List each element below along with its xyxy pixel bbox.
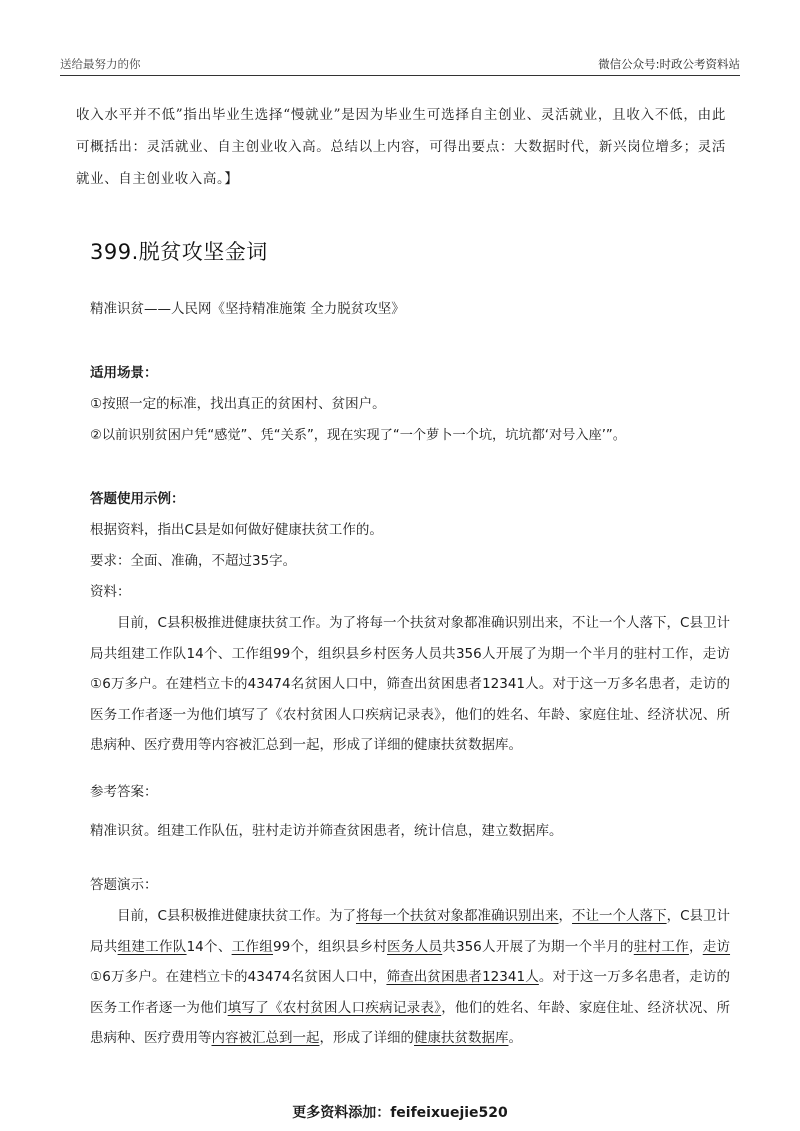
example-heading: 答题使用示例： <box>90 491 185 507</box>
answer-text: 精准识贫。组建工作队伍，驻村走访并筛查贫困患者，统计信息，建立数据库。 <box>90 823 563 839</box>
demo-paragraph <box>90 901 730 1054</box>
page-header <box>60 52 740 76</box>
underlined-keyphrase: 填写了《农村贫困人口疾病记录表》 <box>227 999 442 1016</box>
demo-text-segment: ，形成了详细的 <box>319 1030 414 1046</box>
underlined-keyphrase: 驻村工作 <box>633 938 689 955</box>
underlined-keyphrase: 医务人员 <box>387 938 443 955</box>
intro-paragraph: 收入水平并不低”指出毕业生选择“慢就业”是因为毕业生可选择自主创业、灵活就业，且收入不低，由此可概括出：灵活就业、自主创业收入高。总结以上内容，可得出要点：大数据时代，新兴岗位增多；灵活就业、自主创业收入高。】 <box>76 107 726 187</box>
example-question: 根据资料，指出C县是如何做好健康扶贫工作的。 <box>90 522 383 538</box>
demo-text-segment: ， <box>558 908 573 924</box>
underlined-keyphrase: 工作组 <box>231 938 274 955</box>
footer-contact: 更多资料添加：feifeixuejie520 <box>292 1105 508 1121</box>
underlined-keyphrase: 筛查出贫困患者12341人 <box>386 969 539 985</box>
scenario-item: ①按照一定的标准，找出真正的贫困村、贫困户。 <box>90 396 386 412</box>
underlined-keyphrase: 将每一个扶贫对象都准确识别出来 <box>355 908 559 924</box>
demo-block <box>90 870 730 1054</box>
demo-text-segment: 14个、 <box>186 938 232 955</box>
scenarios-block <box>90 358 730 451</box>
material-label: 资料： <box>90 584 131 600</box>
demo-text-segment: ①6万多户。在建档立卡的43474名贫困人口中， <box>90 969 387 985</box>
scenarios-heading: 适用场景： <box>90 365 158 381</box>
demo-text-segment: 目前，C县积极推进健康扶贫工作。为了 <box>117 908 356 924</box>
material-paragraph: 目前，C县积极推进健康扶贫工作。为了将每一个扶贫对象都准确识别出来，不让一个人落下，C县卫计局共组建工作队14个、工作组99个，组织县乡村医务人员共356人开展了为期一个半月的驻村工作，走访①6万多户。在建档立卡的43474名贫困人口中，筛查出贫困患者12341人。对于这一万多名患者，走访的医务工作者逐一为他们填写了《农村贫困人口疾病记录表》，他们的姓名、年龄、家庭住址、经济状况、所患病种、医疗费用等内容被汇总到一起，形成了详细的健康扶贫数据库。 <box>90 615 730 753</box>
underlined-keyphrase: 走访 <box>702 938 731 955</box>
demo-heading: 答题演示： <box>90 877 158 893</box>
section-title: 399.脱贫攻坚金词 <box>90 240 268 264</box>
example-block <box>90 484 730 761</box>
demo-text-segment: 99个，组织县乡村 <box>273 938 388 955</box>
demo-text-segment: 。对于这一万多名患者，走访的医务工作者逐一为他们 <box>90 969 731 1016</box>
header-slogan: 送给最努力的你 <box>60 57 141 71</box>
underlined-keyphrase: 不让一个人落下 <box>572 908 667 924</box>
answer-heading: 参考答案： <box>90 784 158 800</box>
demo-text-segment: ， <box>688 938 703 955</box>
example-requirement: 要求：全面、准确，不超过35字。 <box>90 553 297 569</box>
demo-text-segment: 。 <box>508 1030 522 1046</box>
demo-text-segment: ，C县卫计局共 <box>90 908 731 955</box>
underlined-keyphrase: 组建工作队 <box>117 938 187 955</box>
answer-block <box>90 777 730 847</box>
underlined-keyphrase: 健康扶贫数据库 <box>414 1030 509 1046</box>
underlined-keyphrase: 内容被汇总到一起 <box>211 1030 320 1046</box>
scenario-item: ②以前识别贫困户凭“感觉”、凭“关系”，现在实现了“一个萝卜一个坑，坑坑都‘对号入座’”。 <box>90 428 626 443</box>
demo-text-segment: 共356人开展了为期一个半月的 <box>442 938 634 955</box>
demo-text-segment: ，他们的姓名、年龄、家庭住址、经济状况、所患病种、医疗费用等 <box>90 999 731 1046</box>
header-wechat-account: 微信公众号:时政公考资料站 <box>598 57 740 71</box>
section-source: 精准识贫——人民网《坚持精准施策 全力脱贫攻坚》 <box>90 301 405 317</box>
